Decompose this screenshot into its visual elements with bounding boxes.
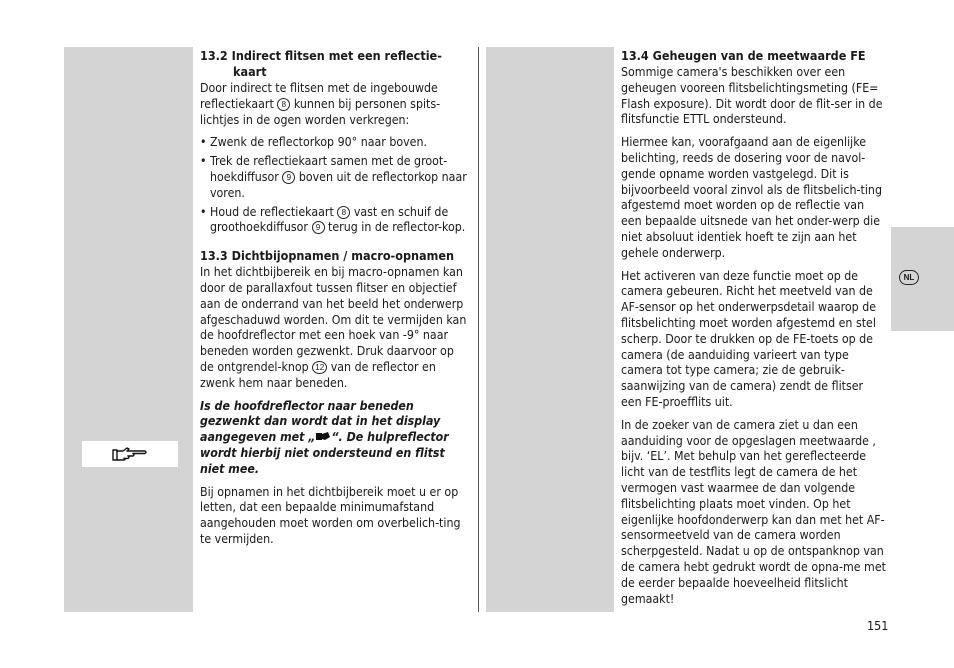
heading-line-1: Indirect flitsen met een reflectie- [231, 48, 442, 63]
reflector-tilt-down-icon [315, 431, 331, 442]
callout-number: 9 [312, 221, 325, 234]
section-13-3-closing: Bij opnamen in het dichtbijbereik moet u er op letten, dat een bepaalde minimumafstand aangehouden moet worden om overbelich-ting te vermijden. [200, 484, 461, 546]
right-column [621, 48, 887, 614]
callout-number: 8 [337, 206, 350, 219]
paragraph: Het activeren van deze functie moet op de camera gebeuren. Richt het meetveld van de AF-sensor op het onderwerpsdetail waarop de flitsbelichting moet worden afgestemd en stel scherp. Door te drukken op de FE-toets op de camera (de aanduiding varieert van type camera tot type camera; zie de gebruik-saanwijzing van de camera) zendt de flitser een FE-proefflits uit. [621, 268, 877, 409]
note-text: Is de hoofdreflector naar beneden gezwenkt dan wordt dat in het display aangegeven met „ “. De hulpreflector wordt hierbij niet ondersteund en flitst niet mee. [200, 398, 449, 476]
callout-number: 12 [312, 361, 327, 374]
section-13-3-heading: 13.3 Dichtbijopnamen / macro-opnamen [200, 248, 454, 264]
left-margin-bar [64, 47, 193, 612]
right-margin-bar [486, 47, 614, 612]
section-number: 13.2 [200, 48, 228, 63]
column-divider [478, 47, 479, 612]
page-number: 151 [867, 618, 889, 633]
section-13-2-heading [200, 48, 470, 80]
list-item: • Houd de reflectiekaart 8 vast en schuif de groothoekdiffusor 9 terug in de reflector-kop. [200, 204, 466, 235]
section-13-3-body: In het dichtbijbereik en bij macro-opnamen kan door de parallaxfout tussen flitser en objectief aan de onderrand van het beeld het onderwerp afgeschaduwd worden. Om dit te vermijden kan de hoofdreflector met een hoek van -9° naar beneden worden gezwenkt. Druk daarvoor op de ontgrendel-knop 12 van de reflector en zwenk hem naar beneden. [200, 265, 467, 390]
section-13-4-heading: 13.4 Geheugen van de meetwaarde FE [621, 48, 866, 63]
language-badge: NL [899, 270, 919, 285]
callout-number: 9 [282, 171, 295, 184]
list-item: • Zwenk de reflectorkop 90° naar boven. [200, 135, 427, 150]
left-column [200, 48, 470, 555]
paragraph: Sommige camera's beschikken over een geheugen vooreen flitsbelichtingsmeting (FE= Flash exposure). Dit wordt door de flit-ser in de flitsfunctie ETTL ondersteund. [621, 65, 883, 127]
pointing-hand-icon [111, 446, 149, 462]
section-13-2-intro: Door indirect te flitsen met de ingebouwde reflectiekaart 8 kunnen bij personen spits-lichtjes in de ogen worden verkregen: [200, 81, 441, 127]
callout-number: 8 [277, 98, 290, 111]
note-marker [82, 441, 178, 467]
list-item: • Trek de reflectiekaart samen met de groot-hoekdiffusor 9 boven uit de reflectorkop naar voren. [200, 154, 467, 200]
paragraph: Hiermee kan, voorafgaand aan de eigenlijke belichting, reeds de dosering voor de navol-gende opname worden vastgelegd. Dit is bijvoorbeeld vooral zinvol als de flitsbelich-ting afgestemd moet worden op de reflectie van een bepaalde uitsnede van het onder-werp die niet absoluut identiek hoeft te zijn aan het gehele onderwerp. [621, 135, 882, 260]
paragraph: In de zoeker van de camera ziet u dan een aanduiding voor de opgeslagen meetwaarde , bijv. ‘EL’. Met behulp van het gereflecteerde licht van de testflits legt de camera de het vermogen vast waarmee de dan volgende flitsbelichting plaats moet vinden. Op het eigenlijke hoofdonderwerp kan dan met het AF-sensormeetveld van de camera worden scherpgesteld. Nadat u op de ontspanknop van de camera hebt gedrukt wordt de opna-me met de eerder bepaalde hoeveelheid flitslicht gemaakt! [621, 417, 886, 606]
heading-line-2: kaart [233, 64, 267, 79]
